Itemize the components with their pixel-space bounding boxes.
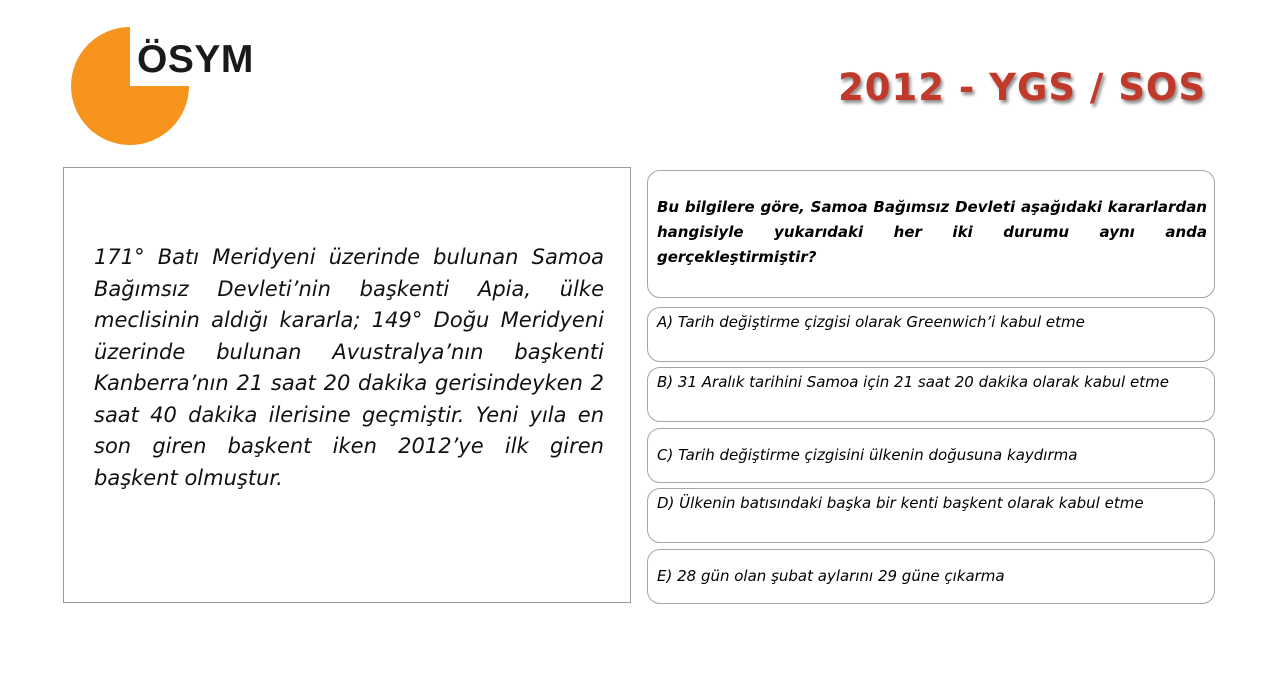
- option-b-text: B) 31 Aralık tarihini Samoa için 21 saat 20 dakika olarak kabul etme: [657, 373, 1169, 391]
- osym-logo: [0, 0, 300, 160]
- option-e-text: E) 28 gün olan şubat aylarını 29 güne çıkarma: [657, 567, 1005, 585]
- option-b[interactable]: [647, 367, 1215, 422]
- option-d[interactable]: [647, 488, 1215, 543]
- option-a[interactable]: [647, 307, 1215, 362]
- question-text: Bu bilgilere göre, Samoa Bağımsız Devleti aşağıdaki kararlardan hangisiyle yukarıdaki her iki durumu aynı anda gerçekleştirmiştir?: [657, 198, 1207, 266]
- passage-text: 171° Batı Meridyeni üzerinde bulunan Samoa Bağımsız Devleti’nin başkenti Apia, ülke meclisinin aldığı kararla; 149° Doğu Meridyeni üzerinde bulunan Avustralya’nın başkenti Kanberra’nın 21 saat 20 dakika gerisindeyken 2 saat 40 dakika ilerisine geçmiştir. Yeni yıla en son giren başkent iken 2012’ye ilk giren başkent olmuştur.: [94, 245, 604, 490]
- option-c[interactable]: [647, 428, 1215, 483]
- option-d-text: D) Ülkenin batısındaki başka bir kenti başkent olarak kabul etme: [657, 494, 1144, 512]
- option-e[interactable]: [647, 549, 1215, 604]
- option-c-text: C) Tarih değiştirme çizgisini ülkenin doğusuna kaydırma: [657, 446, 1078, 464]
- option-a-text: A) Tarih değiştirme çizgisi olarak Greenwich’i kabul etme: [657, 313, 1085, 331]
- exam-title: 2012 - YGS / SOS: [838, 66, 1206, 109]
- logo-text: ÖSYM: [137, 38, 254, 81]
- question-box: [647, 170, 1215, 298]
- passage-box: [63, 167, 631, 603]
